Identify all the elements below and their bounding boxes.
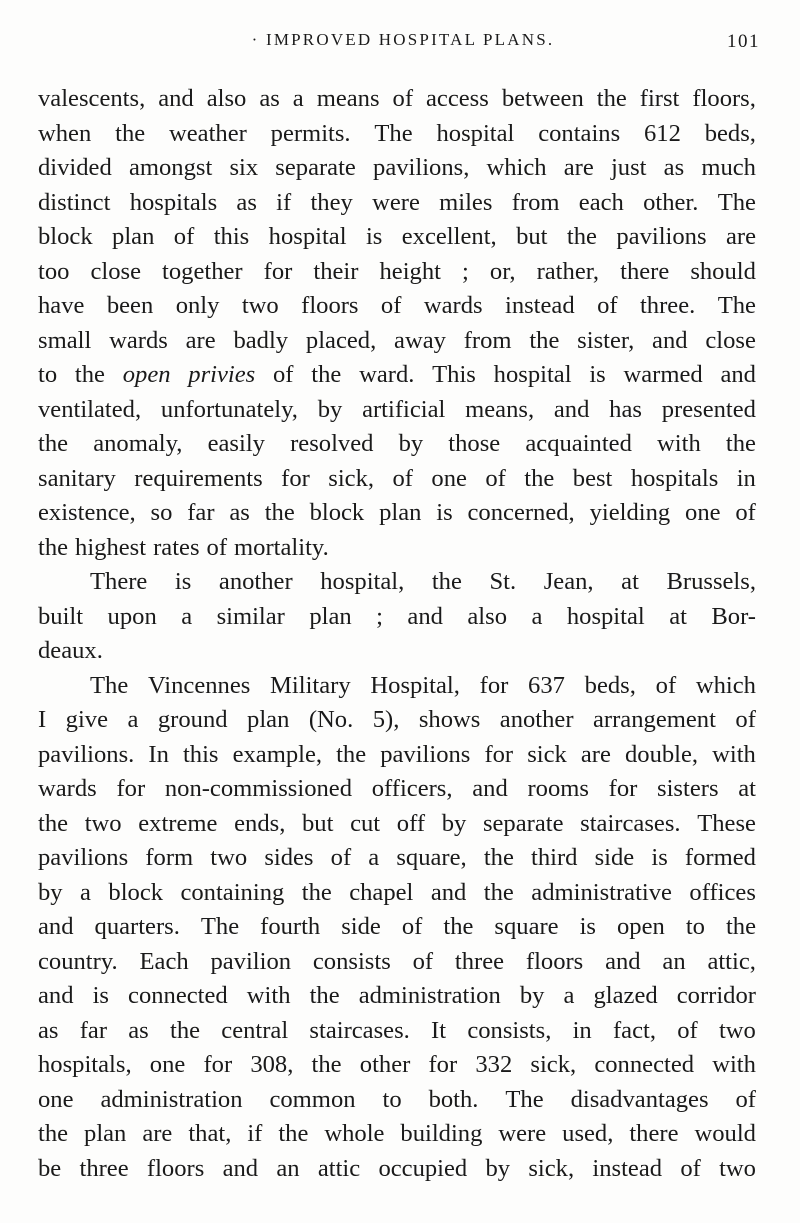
text-line: I give a ground plan (No. 5), shows another arrangement of	[38, 706, 756, 733]
text-line: the plan are that, if the whole building were used, there would	[38, 1120, 756, 1147]
body-text	[38, 82, 756, 1186]
text-line: The Vincennes Military Hospital, for 637 beds, of which	[90, 671, 756, 699]
text-line: the anomaly, easily resolved by those acquainted with the	[38, 430, 756, 457]
text-line: wards for non-commissioned officers, and rooms for sisters at	[38, 775, 756, 802]
text-line: pavilions form two sides of a square, the third side is formed	[38, 844, 756, 871]
text-line: when the weather permits. The hospital contains 612 beds,	[38, 119, 756, 147]
text-line: valescents, and also as a means of access between the first floors,	[38, 85, 756, 112]
text-line: small wards are badly placed, away from the sister, and close	[38, 326, 756, 354]
text-line: as far as the central staircases. It consists, in fact, of two	[38, 1016, 756, 1044]
page-number: 101	[727, 31, 760, 52]
running-title: · IMPROVED HOSPITAL PLANS.	[251, 30, 555, 49]
text-line: one administration common to both. The disadvantages of	[38, 1085, 756, 1113]
text-line: be three floors and an attic occupied by sick, instead of two	[38, 1154, 756, 1182]
text-line: divided amongst six separate pavilions, which are just as much	[38, 154, 756, 181]
text-line: too close together for their height ; or, rather, there should	[38, 257, 756, 285]
text-line: the highest rates of mortality.	[38, 533, 329, 561]
paragraph	[38, 82, 756, 565]
running-head	[38, 30, 760, 60]
text-line: There is another hospital, the St. Jean, at Brussels,	[90, 568, 756, 595]
text-line: to the open privies of the ward. This hospital is warmed and	[38, 361, 756, 388]
text-line: country. Each pavilion consists of three floors and an attic,	[38, 947, 756, 975]
text-line: have been only two floors of wards instead of three. The	[38, 292, 756, 319]
text-line: built upon a similar plan ; and also a hospital at Bor-	[38, 602, 756, 630]
text-line: existence, so far as the block plan is concerned, yielding one of	[38, 499, 756, 526]
text-line: distinct hospitals as if they were miles from each other. The	[38, 188, 756, 216]
paragraph	[38, 669, 756, 1187]
paragraph	[38, 565, 756, 669]
text-line: pavilions. In this example, the pavilions for sick are double, with	[38, 740, 756, 768]
text-line: and quarters. The fourth side of the square is open to the	[38, 913, 756, 940]
text-line: sanitary requirements for sick, of one of the best hospitals in	[38, 464, 756, 492]
text-line: deaux.	[38, 637, 103, 664]
text-line: by a block containing the chapel and the administrative offices	[38, 878, 756, 906]
text-line: hospitals, one for 308, the other for 332 sick, connected with	[38, 1051, 756, 1078]
text-line: block plan of this hospital is excellent, but the pavilions are	[38, 223, 756, 250]
text-line: and is connected with the administration by a glazed corridor	[38, 982, 756, 1009]
text-line: the two extreme ends, but cut off by separate staircases. These	[38, 809, 756, 837]
text-line: ventilated, unfortunately, by artificial means, and has presented	[38, 395, 756, 423]
